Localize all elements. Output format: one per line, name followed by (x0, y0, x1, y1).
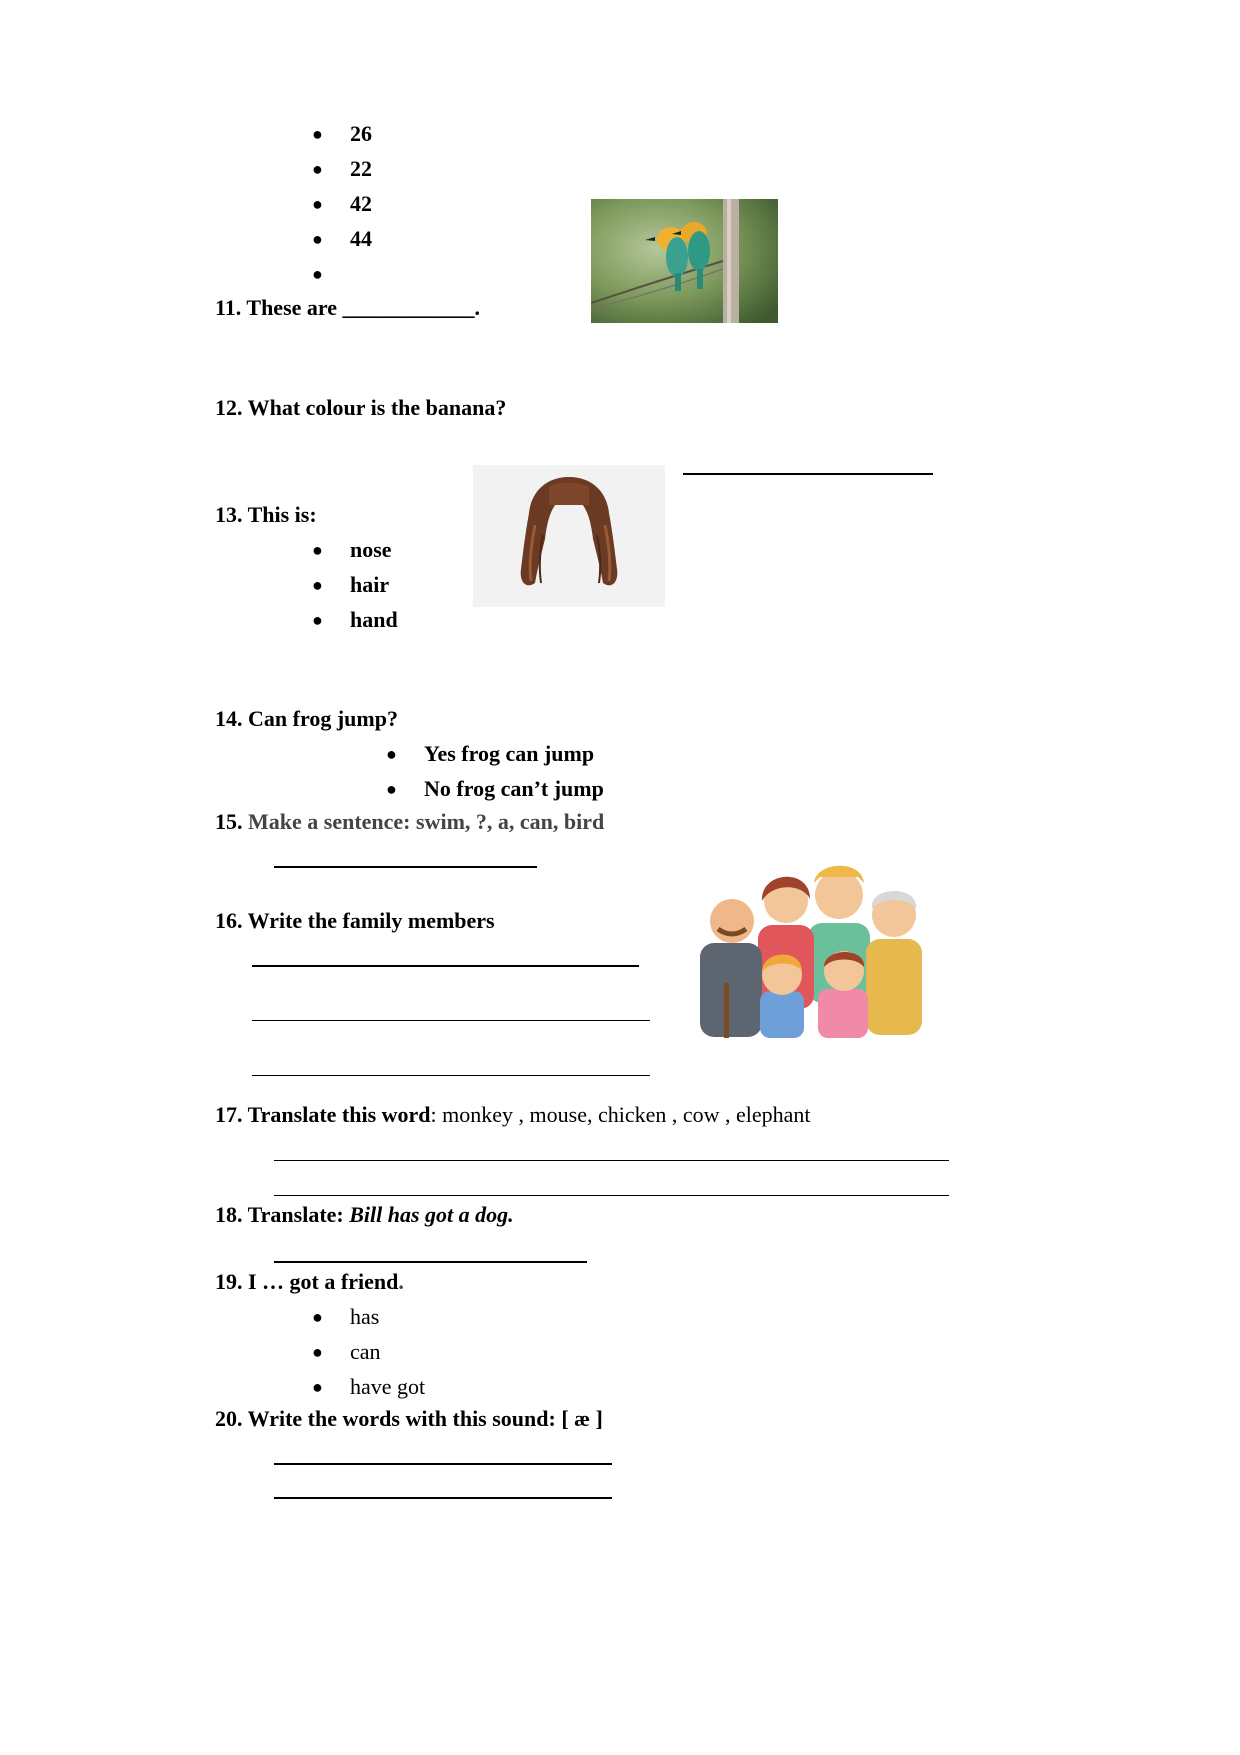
answer-line (252, 1075, 650, 1076)
option: nose (350, 537, 392, 562)
bullet: ● (312, 194, 323, 214)
bullet: ● (312, 1342, 323, 1362)
question-12: 12. What colour is the banana? (215, 395, 507, 420)
answer-line (274, 1497, 612, 1499)
hair-picture (473, 465, 665, 607)
question-14: 14. Can frog jump? (215, 706, 398, 731)
bullet: ● (312, 610, 323, 630)
question-16: 16. Write the family members (215, 908, 495, 933)
answer-line (252, 1020, 650, 1021)
bullet: ● (312, 575, 323, 595)
birds-photo (591, 199, 778, 323)
word-list: : monkey , mouse, chicken , cow , elephant (430, 1102, 811, 1127)
question-label: 17. Translate this word (215, 1102, 431, 1127)
question-label: Make a sentence: swim, ?, a, can, bird (248, 809, 605, 834)
bullet: ● (312, 1307, 323, 1327)
question-19 (215, 1269, 404, 1295)
option: hand (350, 607, 398, 632)
option: 26 (350, 121, 372, 146)
question-17 (215, 1102, 811, 1128)
question-20: 20. Write the words with this sound: [ æ ] (215, 1406, 603, 1431)
punctuation: . (398, 1269, 404, 1294)
answer-line (274, 1463, 612, 1465)
bullet: ● (386, 744, 397, 764)
question-18 (215, 1202, 514, 1228)
bullet: ● (386, 779, 397, 799)
answer-line (683, 473, 933, 475)
question-number: 15. (215, 809, 243, 834)
question-label: 18. Translate: (215, 1202, 350, 1227)
question-15 (215, 809, 604, 835)
option: Yes frog can jump (424, 741, 595, 766)
question-11 (215, 295, 480, 321)
bullet: ● (312, 264, 323, 284)
option: hair (350, 572, 390, 597)
punctuation: . (474, 295, 481, 320)
option: No frog can’t jump (424, 776, 604, 801)
answer-line (274, 866, 537, 868)
bullet: ● (312, 540, 323, 560)
answer-line (274, 1195, 949, 1196)
option: 22 (350, 156, 372, 181)
sentence: Bill has got a dog. (349, 1202, 514, 1227)
option: has (350, 1304, 380, 1329)
answer-line (252, 965, 639, 967)
bullet: ● (312, 124, 323, 144)
option: have got (350, 1374, 426, 1399)
answer-blank: ____________ (342, 295, 475, 320)
answer-line (274, 1160, 949, 1161)
question-label: 19. I … got a friend (215, 1269, 399, 1294)
question-label: 11. These are (215, 295, 338, 320)
option: 42 (350, 191, 372, 216)
bullet: ● (312, 1377, 323, 1397)
option: 44 (350, 226, 372, 251)
question-13: 13. This is: (215, 502, 317, 527)
answer-line (274, 1261, 587, 1263)
family-picture (698, 843, 930, 1038)
bullet: ● (312, 159, 323, 179)
bullet: ● (312, 229, 323, 249)
option: can (350, 1339, 381, 1364)
